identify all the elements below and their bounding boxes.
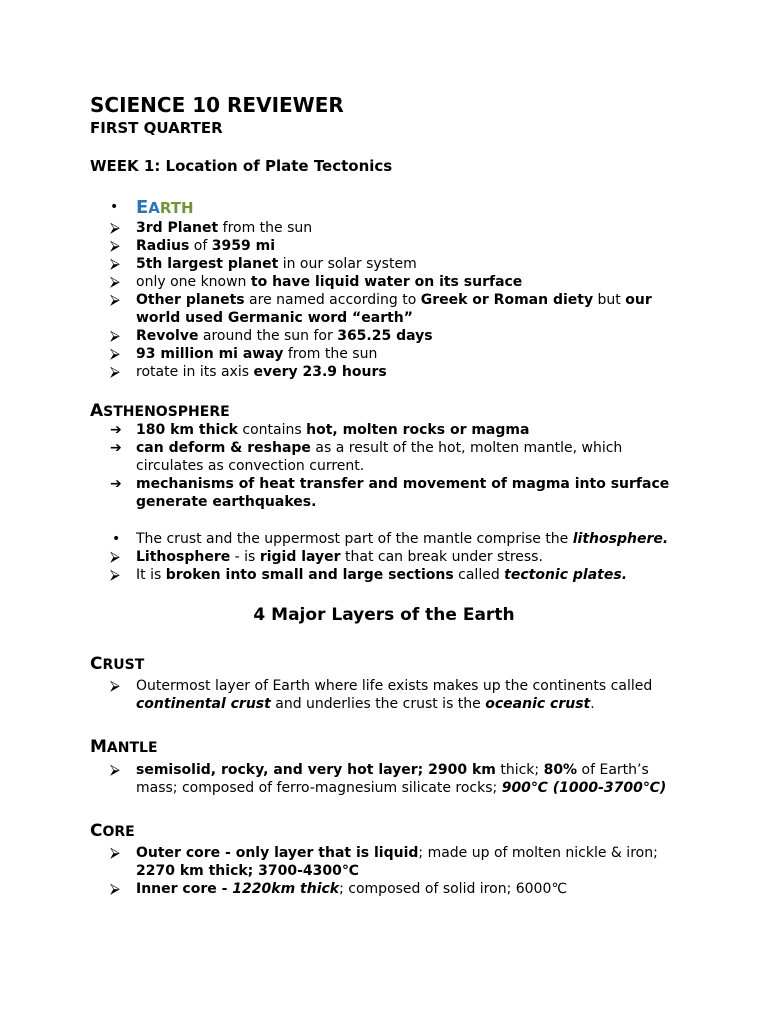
lithosphere-list	[110, 530, 690, 584]
list-item: ⮚ Lithosphere - is rigid layer that can break under stress.	[110, 549, 543, 565]
list-item: ➔ mechanisms of heat transfer and movement of magma into surface generate earthquakes.	[110, 476, 670, 510]
list-item: ⮚ Radius of 3959 mi	[110, 238, 275, 254]
arrowhead-icon: ⮚	[110, 678, 120, 694]
list-item: ⮚ Revolve around the sun for 365.25 days	[110, 328, 433, 344]
arrowhead-icon: ⮚	[110, 549, 120, 565]
list-item: ⮚ Outermost layer of Earth where life exists makes up the continents called continental crust and underlies the crust is the oceanic crust.	[110, 678, 653, 712]
asthenosphere-list	[110, 421, 690, 511]
earth-heading: EARTH	[136, 197, 194, 218]
mantle-list	[110, 761, 690, 797]
list-item: ⮚ 93 million mi away from the sun	[110, 346, 378, 362]
core-heading: CORE	[90, 821, 135, 841]
list-item: ⮚ Outer core - only layer that is liquid; made up of molten nickle & iron; 2270 km thick; 3700-4300℃	[110, 845, 658, 879]
document-subtitle: FIRST QUARTER	[90, 119, 223, 137]
bullet-dot-icon: •	[110, 199, 119, 215]
arrowhead-icon: ⮚	[110, 328, 120, 344]
list-item: ⮚ Other planets are named according to Greek or Roman diety but our world used Germanic word “earth”	[110, 292, 652, 326]
arrowhead-icon: ⮚	[110, 256, 120, 272]
arrowhead-icon: ⮚	[110, 292, 120, 308]
document-title: SCIENCE 10 REVIEWER	[90, 93, 344, 117]
right-arrow-icon: ➔	[110, 440, 122, 456]
asthenosphere-heading: ASTHENOSPHERE	[90, 401, 230, 421]
crust-heading: CRUST	[90, 654, 145, 674]
list-item: ⮚ Inner core - 1220km thick; composed of solid iron; 6000℃	[110, 881, 568, 897]
list-item: ➔ can deform & reshape as a result of the hot, molten mantle, which circulates as convection current.	[110, 440, 623, 474]
right-arrow-icon: ➔	[110, 476, 122, 492]
arrowhead-icon: ⮚	[110, 845, 120, 861]
earth-facts-list	[110, 219, 690, 381]
core-list	[110, 844, 690, 898]
mantle-heading: MANTLE	[90, 737, 158, 757]
list-item: ⮚ It is broken into small and large sections called tectonic plates.	[110, 567, 628, 583]
arrowhead-icon: ⮚	[110, 881, 120, 897]
list-item: ⮚ rotate in its axis every 23.9 hours	[110, 364, 387, 380]
list-item: • The crust and the uppermost part of the mantle comprise the lithosphere.	[112, 531, 669, 547]
arrowhead-icon: ⮚	[110, 274, 120, 290]
list-item: ⮚ semisolid, rocky, and very hot layer; 2900 km thick; 80% of Earth’s mass; composed of ferro-magnesium silicate rocks; 900℃ (1000-3700℃)	[110, 762, 667, 796]
arrowhead-icon: ⮚	[110, 762, 120, 778]
right-arrow-icon: ➔	[110, 422, 122, 438]
bullet-dot-icon: •	[112, 531, 121, 547]
week-heading: WEEK 1: Location of Plate Tectonics	[90, 157, 393, 175]
arrowhead-icon: ⮚	[110, 238, 120, 254]
crust-list	[110, 677, 690, 713]
list-item: ⮚ 5th largest planet in our solar system	[110, 256, 417, 272]
list-item: ⮚ 3rd Planet from the sun	[110, 220, 313, 236]
arrowhead-icon: ⮚	[110, 567, 120, 583]
arrowhead-icon: ⮚	[110, 346, 120, 362]
arrowhead-icon: ⮚	[110, 364, 120, 380]
list-item: ⮚ only one known to have liquid water on its surface	[110, 274, 523, 290]
list-item: ➔ 180 km thick contains hot, molten rocks or magma	[110, 422, 530, 438]
layers-heading: 4 Major Layers of the Earth	[253, 605, 515, 625]
arrowhead-icon: ⮚	[110, 220, 120, 236]
